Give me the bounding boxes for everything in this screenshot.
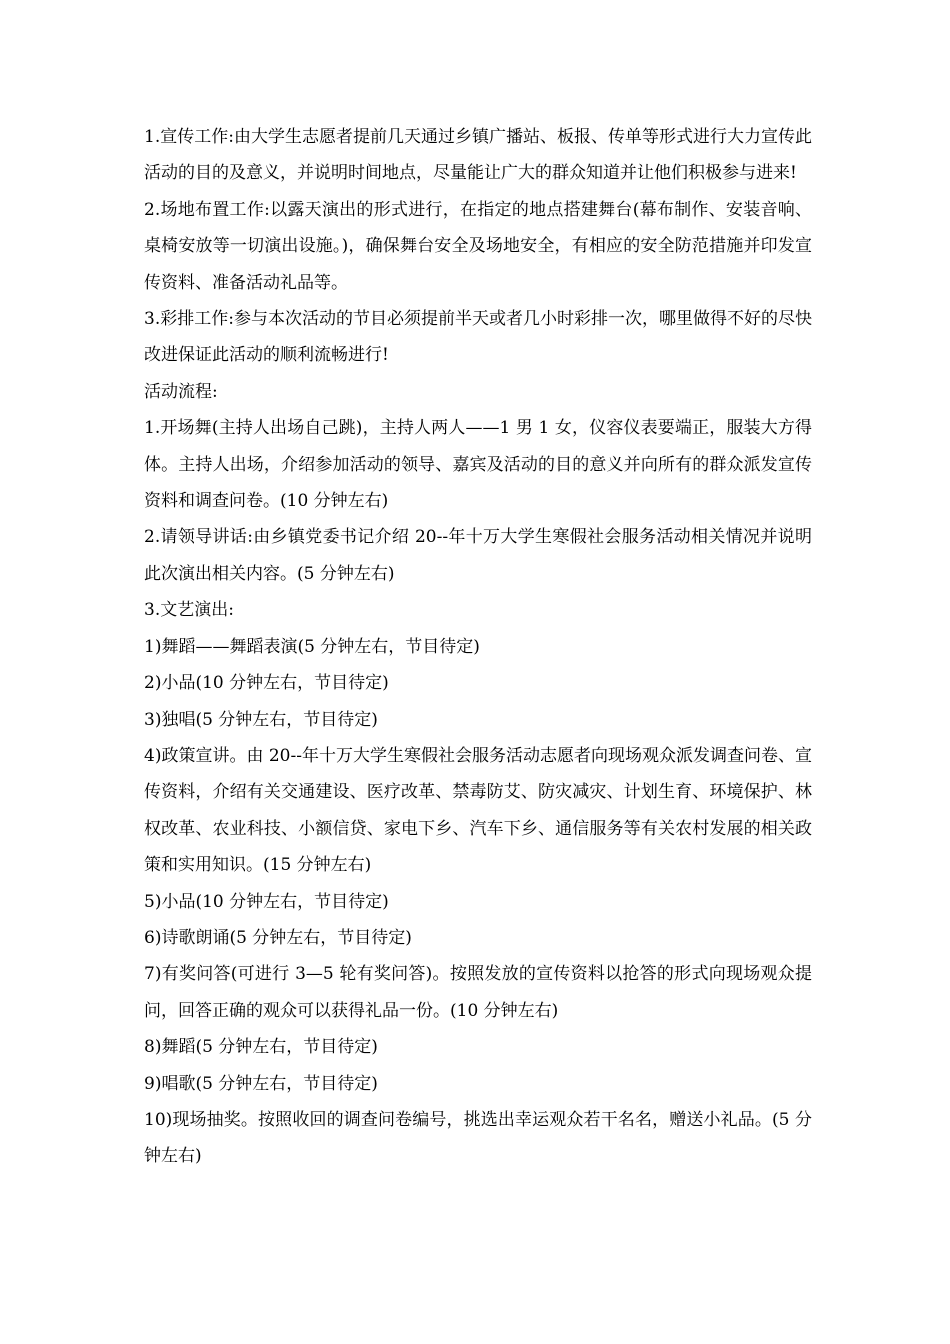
paragraph-leader-speech: 2.请领导讲话:由乡镇党委书记介绍 20--年十万大学生寒假社会服务活动相关情况并说明此次演出相关内容。(5 分钟左右) [144, 527, 812, 584]
list-item-singing: 9)唱歌(5 分钟左右，节目待定) [144, 1073, 378, 1094]
section-heading-activity-flow: 活动流程: [144, 381, 218, 402]
list-item-poetry: 6)诗歌朗诵(5 分钟左右，节目待定) [144, 927, 412, 948]
list-item-solo: 3)独唱(5 分钟左右，节目待定) [144, 709, 378, 730]
list-item-dance: 1)舞蹈——舞蹈表演(5 分钟左右，节目待定) [144, 636, 480, 657]
paragraph-venue-setup: 2.场地布置工作:以露天演出的形式进行，在指定的地点搭建舞台(幕布制作、安装音响、桌椅安放等一切演出设施。)，确保舞台安全及场地安全，有相应的安全防范措施并印发宣传资料、准备活动礼品等。 [144, 199, 812, 293]
list-item-skit-2: 5)小品(10 分钟左右，节目待定) [144, 891, 389, 912]
document-body [144, 119, 812, 1175]
list-item-skit: 2)小品(10 分钟左右，节目待定) [144, 673, 389, 694]
paragraph-performance-heading: 3.文艺演出: [144, 600, 234, 621]
paragraph-opening-dance: 1.开场舞(主持人出场自己跳)，主持人两人——1 男 1 女，仪容仪表要端正，服装大方得体。主持人出场，介绍参加活动的领导、嘉宾及活动的目的意义并向所有的群众派发宣传资料和调查问卷。(10 分钟左右) [144, 418, 812, 512]
list-item-lottery: 10)现场抽奖。按照收回的调查问卷编号，挑选出幸运观众若干名名，赠送小礼品。(5 分钟左右) [144, 1109, 812, 1167]
list-item-quiz: 7)有奖问答(可进行 3—5 轮有奖问答)。按照发放的宣传资料以抢答的形式向现场观众提问，回答正确的观众可以获得礼品一份。(10 分钟左右) [144, 964, 812, 1021]
list-item-dance-2: 8)舞蹈(5 分钟左右，节目待定) [144, 1037, 378, 1058]
paragraph-rehearsal: 3.彩排工作:参与本次活动的节目必须提前半天或者几小时彩排一次，哪里做得不好的尽快改进保证此活动的顺利流畅进行! [144, 309, 812, 366]
list-item-policy-talk: 4)政策宣讲。由 20--年十万大学生寒假社会服务活动志愿者向现场观众派发调查问卷、宣传资料，介绍有关交通建设、医疗改革、禁毒防艾、防灾减灾、计划生育、环境保护、林权改革、农业科技、小额信贷、家电下乡、汽车下乡、通信服务等有关农村发展的相关政策和实用知识。(15 分钟左右) [144, 745, 812, 876]
paragraph-publicity: 1.宣传工作:由大学生志愿者提前几天通过乡镇广播站、板报、传单等形式进行大力宣传此活动的目的及意义，并说明时间地点，尽量能让广大的群众知道并让他们积极参与进来! [144, 127, 812, 184]
